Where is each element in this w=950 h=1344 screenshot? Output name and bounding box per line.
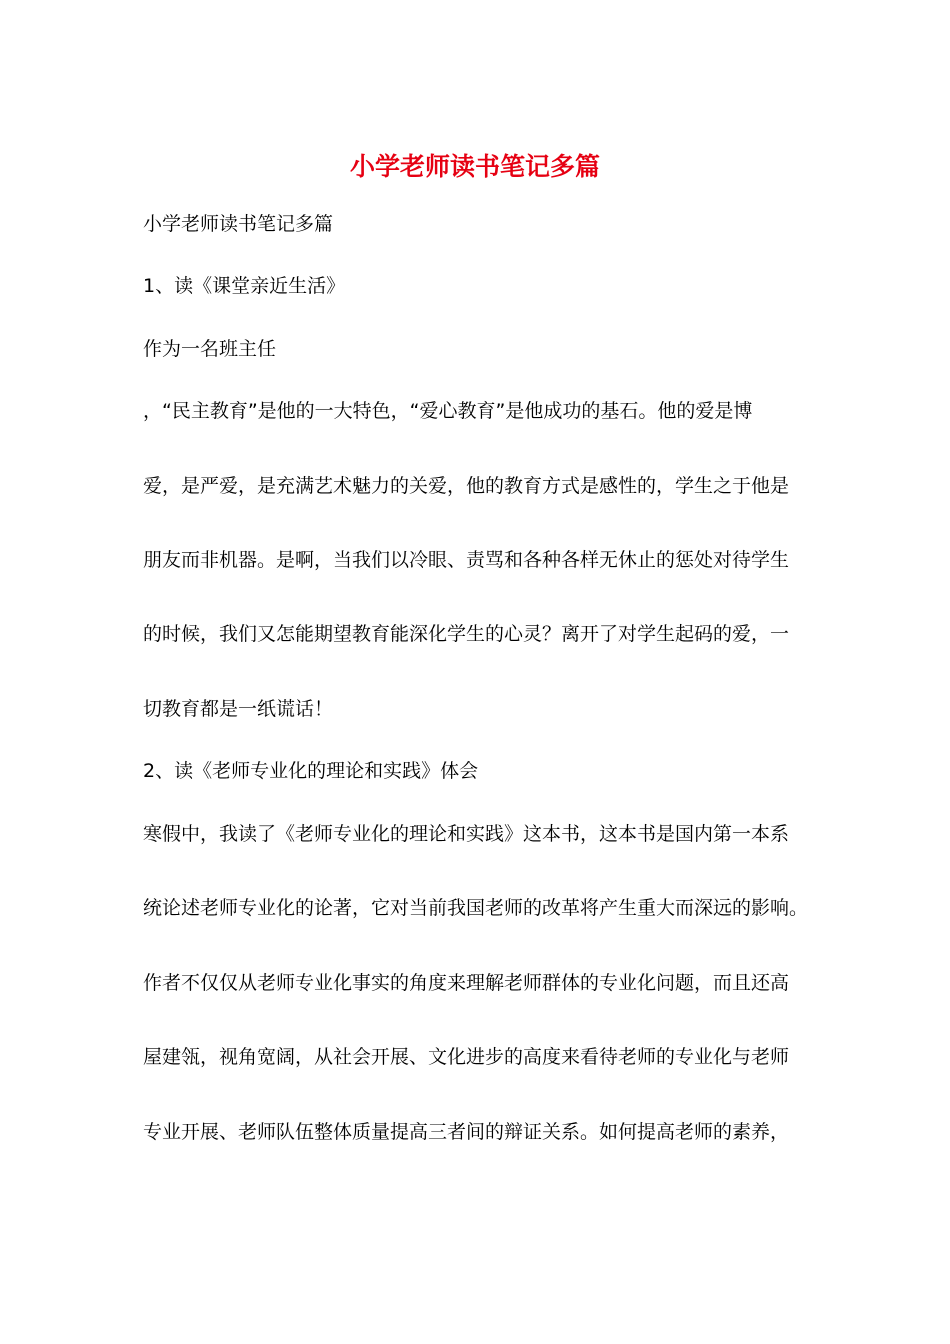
paragraph-line: 统论述老师专业化的论著，它对当前我国老师的改革将产生重大而深远的影响。	[143, 897, 809, 919]
subtitle-line: 小学老师读书笔记多篇	[143, 213, 334, 235]
paragraph-line: ，“民主教育”是他的一大特色，“爱心教育”是他成功的基石。他的爱是博	[143, 400, 753, 422]
paragraph-line: 专业开展、老师队伍整体质量提高三者间的辩证关系。如何提高老师的素养，	[143, 1121, 790, 1143]
document-title: 小学老师读书笔记多篇	[349, 152, 600, 181]
paragraph-line: 作者不仅仅从老师专业化事实的角度来理解老师群体的专业化问题，而且还高	[143, 972, 790, 994]
paragraph-line: 切教育都是一纸谎话！	[143, 698, 334, 720]
paragraph-line: 爱，是严爱，是充满艺术魅力的关爱，他的教育方式是感性的，学生之于他是	[143, 475, 790, 497]
paragraph-line: 的时候，我们又怎能期望教育能深化学生的心灵？离开了对学生起码的爱，一	[143, 623, 790, 645]
section-heading-2: 2、读《老师专业化的理论和实践》体会	[143, 760, 479, 782]
paragraph-line: 寒假中，我读了《老师专业化的理论和实践》这本书，这本书是国内第一本系	[143, 823, 790, 845]
paragraph-line: 作为一名班主任	[143, 338, 277, 360]
paragraph-line: 朋友而非机器。是啊，当我们以冷眼、责骂和各种各样无休止的惩处对待学生	[143, 549, 790, 571]
section-heading-1: 1、读《课堂亲近生活》	[143, 275, 346, 297]
paragraph-line: 屋建瓴，视角宽阔，从社会开展、文化进步的高度来看待老师的专业化与老师	[143, 1046, 790, 1068]
